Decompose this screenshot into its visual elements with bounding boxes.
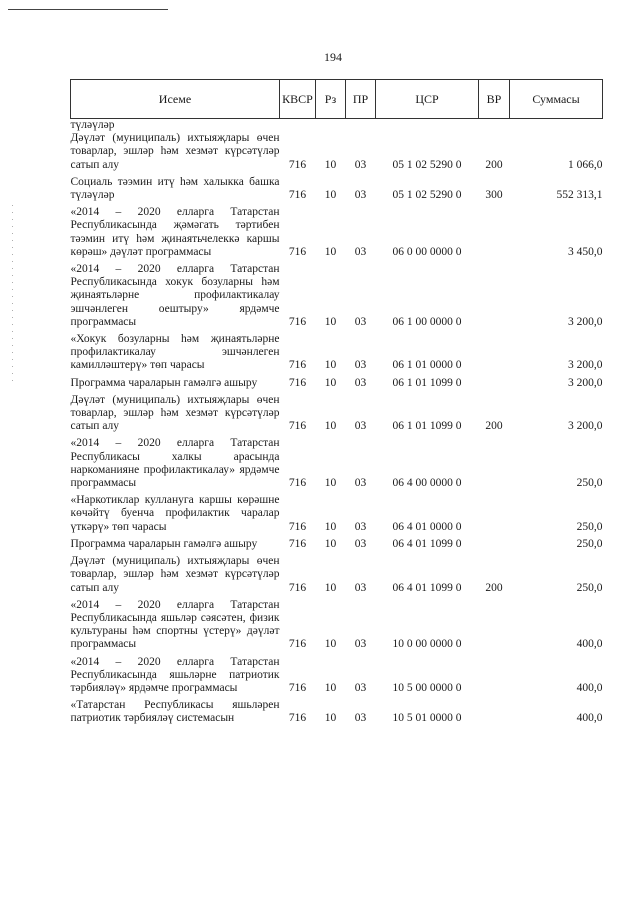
table-row [71,176,603,206]
table-row [71,599,603,656]
table-header-row [71,80,603,119]
table-row [71,132,603,176]
header-rule [8,9,168,10]
header-sum: Суммасы [510,80,603,119]
table-row [71,263,603,333]
cell-csr: 10 0 00 0000 0 [392,638,462,651]
cell-csr: 06 1 01 1099 0 [392,420,462,433]
cell-name: Программа чараларын гамәлгә ашыру [70,537,258,550]
header-name: Исеме [71,80,280,119]
cell-sum: 250,0 [576,581,603,594]
cell-sum: 3 200,0 [568,359,603,372]
cell-vr: 300 [485,189,503,202]
cell-pr: 03 [354,158,367,171]
cell-pr: 03 [354,681,367,694]
cell-kvsr: 716 [288,420,307,433]
header-pr: ПР [346,80,376,119]
cell-pr: 03 [354,638,367,651]
cell-pr: 03 [354,359,367,372]
header-rz: Рз [316,80,346,119]
table-row [71,656,603,700]
cell-rz: 10 [324,376,337,389]
table-row [71,394,603,438]
cell-kvsr: 716 [288,520,307,533]
cell-name: «Наркотиклар куллануга каршы көрәшне көчәйтү буенча профилактик чаралар үткәрү» төп чарасы [70,494,280,533]
cell-csr: 06 4 01 1099 0 [392,537,462,550]
cell-rz: 10 [324,537,337,550]
cell-sum: 3 200,0 [568,376,603,389]
cell-kvsr: 716 [288,712,307,725]
cell-csr: 10 5 00 0000 0 [392,681,462,694]
cell-name: «Татарстан Республикасы яшьләрен патриотик тәрбияләү системасын [70,699,280,725]
cell-rz: 10 [324,189,337,202]
cell-name: «Хокук бозуларны һәм җинаятьләрне профилактикалау эшчәнлеген камилләштерү» төп чарасы [70,333,280,372]
cell-sum: 400,0 [576,638,603,651]
cell-vr [479,333,510,377]
cell-kvsr: 716 [288,581,307,594]
cell-pr: 03 [354,712,367,725]
cell-name: Дәүләт (муниципаль) ихтыяҗлары өчен товарлар, эшләр һәм хезмәт күрсәтүләр сатып алу [70,132,280,171]
scan-margin-marks [12,205,13,385]
cell-kvsr: 716 [288,681,307,694]
cell-name: «2014 – 2020 елларга Татарстан Республикасында яшьләр сәясәтен, физик культураны һәм спортны үстерү» дәүләт программасы [70,598,280,651]
cell-name: «2014 – 2020 елларга Татарстан Республикасында җәмәгать тәртибен тәэмин итү һәм җинаятьчелеккә каршы көрәш» дәүләт программасы [70,206,280,258]
cell-rz: 10 [324,477,337,490]
cell-csr [376,119,479,133]
cell-sum: 400,0 [576,681,603,694]
cell-name: Дәүләт (муниципаль) ихтыяҗлары өчен товарлар, эшләр һәм хезмәт күрсәтүләр сатып алу [70,393,280,433]
cell-pr [346,119,376,133]
cell-vr [479,538,510,555]
cell-sum: 400,0 [576,712,603,725]
cell-rz: 10 [324,638,337,651]
header-kvsr: КВСР [280,80,316,119]
cell-vr: 200 [485,581,503,594]
cell-vr [479,119,510,133]
cell-csr: 06 1 00 0000 0 [392,315,462,328]
cell-vr [479,599,510,656]
cell-kvsr: 716 [288,189,307,202]
cell-csr: 06 0 00 0000 0 [392,245,462,258]
cell-kvsr: 716 [288,477,307,490]
header-vr: ВР [479,80,510,119]
table-row [71,206,603,263]
cell-name: Программа чараларын гамәлгә ашыру [70,376,258,389]
cell-rz: 10 [324,581,337,594]
cell-vr [479,656,510,700]
cell-sum: 552 313,1 [556,189,603,202]
cell-sum: 1 066,0 [568,158,603,171]
cell-csr: 05 1 02 5290 0 [392,158,462,171]
cell-kvsr: 716 [288,245,307,258]
cell-kvsr [280,119,316,133]
cell-rz: 10 [324,245,337,258]
cell-vr [479,263,510,333]
cell-csr: 06 4 00 0000 0 [392,477,462,490]
cell-rz: 10 [324,359,337,372]
cell-vr [479,377,510,394]
cell-name: Дәүләт (муниципаль) ихтыяҗлары өчен товарлар, эшләр һәм хезмәт күрсәтүләр сатып алу [70,555,280,594]
cell-kvsr: 716 [288,158,307,171]
cell-rz: 10 [324,520,337,533]
cell-vr: 200 [485,420,503,433]
budget-table [70,79,603,730]
cell-csr: 06 4 01 0000 0 [392,520,462,533]
cell-csr: 05 1 02 5290 0 [392,189,462,202]
cell-rz: 10 [324,420,337,433]
cell-vr [479,699,510,729]
cell-name: Социаль тәэмин итү һәм халыкка башка түләүләр [70,175,280,202]
cell-rz: 10 [324,681,337,694]
cell-pr: 03 [354,477,367,490]
cell-vr [479,437,510,494]
cell-kvsr: 716 [288,359,307,372]
cell-kvsr: 716 [288,638,307,651]
cell-pr: 03 [354,520,367,533]
cell-csr: 06 4 01 1099 0 [392,581,462,594]
cell-pr: 03 [354,581,367,594]
cell-csr: 06 1 01 0000 0 [392,359,462,372]
cell-csr: 06 1 01 1099 0 [392,376,462,389]
cell-sum: 3 450,0 [568,245,603,258]
table-row [71,377,603,394]
cell-vr: 200 [485,158,503,171]
table-body [71,119,603,730]
cell-rz: 10 [324,158,337,171]
cell-rz: 10 [324,712,337,725]
page-number: 194 [324,50,342,64]
cell-vr [479,206,510,263]
header-csr: ЦСР [376,80,479,119]
cell-name: түләүләр [70,119,115,131]
cell-pr: 03 [354,420,367,433]
cell-sum: 3 200,0 [568,420,603,433]
table-row [71,333,603,377]
cell-pr: 03 [354,315,367,328]
table-row [71,437,603,494]
cell-pr: 03 [354,245,367,258]
cell-kvsr: 716 [288,315,307,328]
cell-name: «2014 – 2020 елларга Татарстан Республикасында хокук бозуларны һәм җинаятьләрне профилактикалау эшчәнлеген оештыру» ярдәмче программасы [70,263,280,328]
cell-kvsr: 716 [288,376,307,389]
table-row [71,494,603,538]
cell-name: «2014 – 2020 елларга Татарстан Республикасында яшьләрне патриотик тәрбияләү» ярдәмче программасы [70,655,280,694]
cell-sum: 250,0 [576,537,603,550]
cell-rz [316,119,346,133]
table-row [71,119,603,133]
cell-sum [510,119,603,133]
cell-sum: 250,0 [576,520,603,533]
cell-pr: 03 [354,537,367,550]
table-row [71,538,603,555]
cell-rz: 10 [324,315,337,328]
cell-sum: 3 200,0 [568,315,603,328]
cell-pr: 03 [354,189,367,202]
cell-sum: 250,0 [576,477,603,490]
table-row [71,555,603,599]
cell-pr: 03 [354,376,367,389]
cell-kvsr: 716 [288,537,307,550]
cell-name: «2014 – 2020 елларга Татарстан Республикасы халкы арасында наркоманияне профилактикалау» ярдәмче программасы [70,437,280,490]
cell-csr: 10 5 01 0000 0 [392,712,462,725]
table-row [71,699,603,729]
cell-vr [479,494,510,538]
